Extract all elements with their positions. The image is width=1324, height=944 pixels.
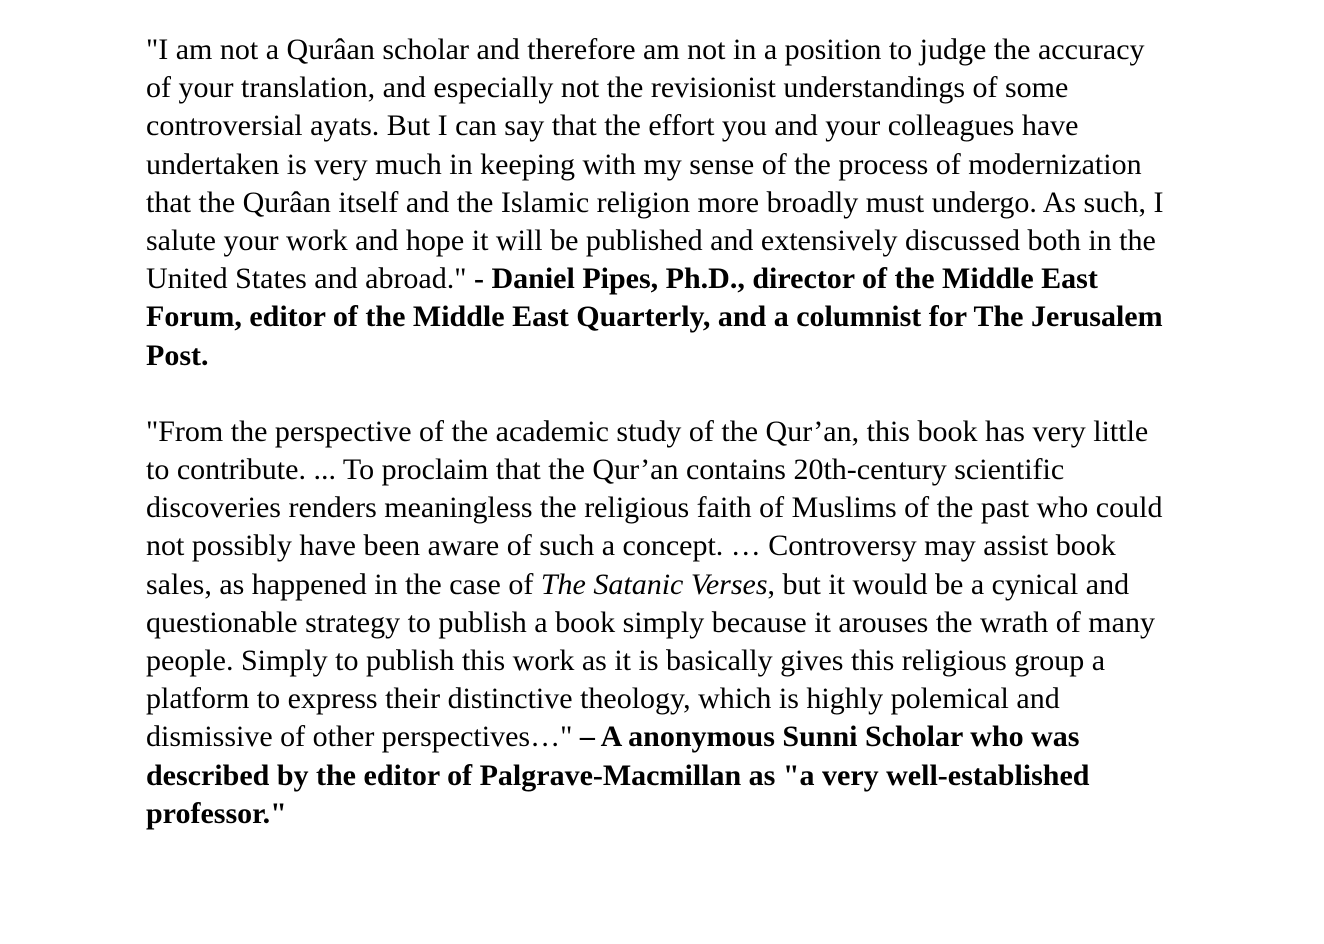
document-page (146, 31, 1176, 833)
book-title-satanic-verses: The Satanic Verses (540, 567, 768, 601)
quote-pipes-attribution: - Daniel Pipes, Ph.D., director of the Middle East Forum, editor of the Middle East Quarterly, and a columnist for The Jerusalem Post. (146, 262, 1163, 372)
quote-sunni-scholar (146, 413, 1176, 833)
quote-sunni-text-part-1: "From the perspective of the academic study of the Qur’an, this book has very little to contribute. ... To proclaim that the Qur’an contains 20th-century scientific discoveries renders meaningless the religious faith of Muslims of the past who could not possibly have been aware of such a concept. … Controversy may assist book sales, as happened in the case of (146, 414, 1163, 601)
quote-pipes (146, 31, 1176, 375)
quote-pipes-text: "I am not a Qurâan scholar and therefore am not in a position to judge the accuracy of your translation, and especially not the revisionist understandings of some controversial ayats. But I can say that the effort you and your colleagues have undertaken is very much in keeping with my sense of the process of modernization that the Qurâan itself and the Islamic religion more broadly must undergo. As such, I salute your work and hope it will be published and extensively discussed both in the United States and abroad." (146, 33, 1164, 296)
quote-sunni-text-part-2: , but it would be a cynical and questionable strategy to publish a book simply because it arouses the wrath of many people. Simply to publish this work as it is basically gives this religious group a platform to express their distinctive theology, which is highly polemical and dismissive of other perspectives…" (146, 567, 1155, 754)
quote-sunni-attribution: – A anonymous Sunni Scholar who was described by the editor of Palgrave-Macmillan as "a very well-established professor." (146, 720, 1090, 830)
